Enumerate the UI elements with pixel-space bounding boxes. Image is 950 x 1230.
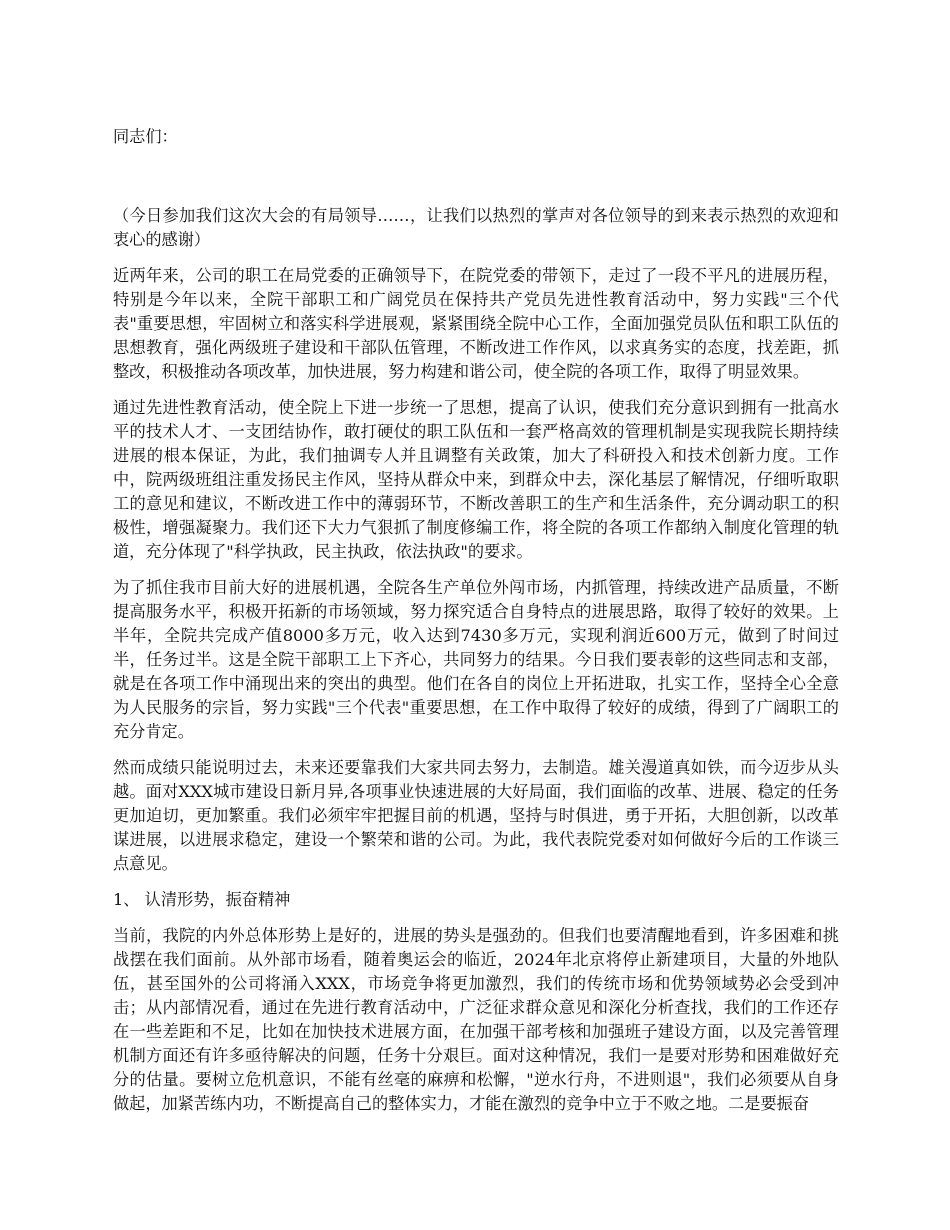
section-paragraph: 当前，我院的内外总体形势上是好的，进展的势头是强劲的。但我们也要清醒地看到，许多困难和挑战摆在我们面前。从外部市场看，随着奥运会的临近，2024年北京将停止新建项目，大量的外地队伍，甚至国外的公司将涌入XXX，市场竞争将更加激烈，我们的传统市场和优势领域势必会受到冲击；从内部情况看，通过在先进行教育活动中，广泛征求群众意见和深化分析查找，我们的工作还存在一些差距和不足，比如在加快技术进展方面，在加强干部考核和加强班子建设方面，以及完善管理机制方面还有许多亟待解决的问题，任务十分艰巨。面对这种情况，我们一是要对形势和困难做好充分的估量。要树立危机意识，不能有丝毫的麻痹和松懈，"逆水行舟，不进则退"，我们必须要从自身做起，加紧苦练内功，不断提高自己的整体实力，才能在激烈的竞争中立于不败之地。二是要振奋: [113, 926, 839, 1113]
body-paragraph-3: 为了抓住我市目前大好的进展机遇，全院各生产单位外闯市场，内抓管理，持续改进产品质量，不断提高服务水平，积极开拓新的市场领域，努力探究适合自身特点的进展思路，取得了较好的效果。上半年，全院共完成产值8000多万元，收入达到7430多万元，实现利润近600万元，做到了时间过半，任务过半。这是全院干部职工上下齐心，共同努力的结果。今日我们要表彰的这些同志和支部，就是在各项工作中涌现出来的突出的典型。他们在各自的岗位上开拓进取，扎实工作，坚持全心全意为人民服务的宗旨，努力实践"三个代表"重要思想，在工作中取得了较好的成绩，得到了广阔职工的充分肯定。: [113, 578, 839, 741]
section-heading: 1、 认清形势，振奋精神: [113, 890, 291, 909]
intro-paragraph: （今日参加我们这次大会的有局领导……，让我们以热烈的掌声对各位领导的到来表示热烈的欢迎和衷心的感谢）: [113, 206, 839, 249]
body-paragraph-2: 通过先进性教育活动，使全院上下进一步统一了思想，提高了认识，使我们充分意识到拥有一批高水平的技术人才、一支团结协作，敢打硬仗的职工队伍和一套严格高效的管理机制是实现我院长期持续进展的根本保证，为此，我们抽调专人并且调整有关政策，加大了科研投入和技术创新力度。工作中，院两级班组注重发扬民主作风，坚持从群众中来，到群众中去，深化基层了解情况，仔细听取职工的意见和建议，不断改进工作中的薄弱环节，不断改善职工的生产和生活条件，充分调动职工的积极性，增强凝聚力。我们还下大力气狠抓了制度修编工作，将全院的各项工作都纳入制度化管理的轨道，充分体现了"科学执政，民主执政，依法执政"的要求。: [113, 398, 839, 561]
body-paragraph-4: 然而成绩只能说明过去，未来还要靠我们大家共同去努力，去制造。雄关漫道真如铁，而今迈步从头越。面对XXX城市建设日新月异,各项事业快速进展的大好局面，我们面临的改革、进展、稳定的任务更加迫切，更加繁重。我们必须牢牢把握目前的机遇，坚持与时俱进，勇于开拓，大胆创新，以改革谋进展，以进展求稳定，建设一个繁荣和谐的公司。为此，我代表院党委对如何做好今后的工作谈三点意见。: [113, 758, 839, 873]
document-body: [113, 120, 839, 1116]
body-paragraph-1: 近两年来，公司的职工在局党委的正确领导下，在院党委的带领下，走过了一段不平凡的进展历程，特别是今年以来，全院干部职工和广阔党员在保持共产党员先进性教育活动中，努力实践"三个代表"重要思想，牢固树立和落实科学进展观，紧紧围绕全院中心工作，全面加强党员队伍和职工队伍的思想教育，强化两级班子建设和干部队伍管理，不断改进工作作风，以求真务实的态度，找差距，抓整改，积极推动各项改革，加快进展，努力构建和谐公司，使全院的各项工作，取得了明显效果。: [113, 266, 839, 381]
salutation: 同志们：: [113, 127, 178, 146]
